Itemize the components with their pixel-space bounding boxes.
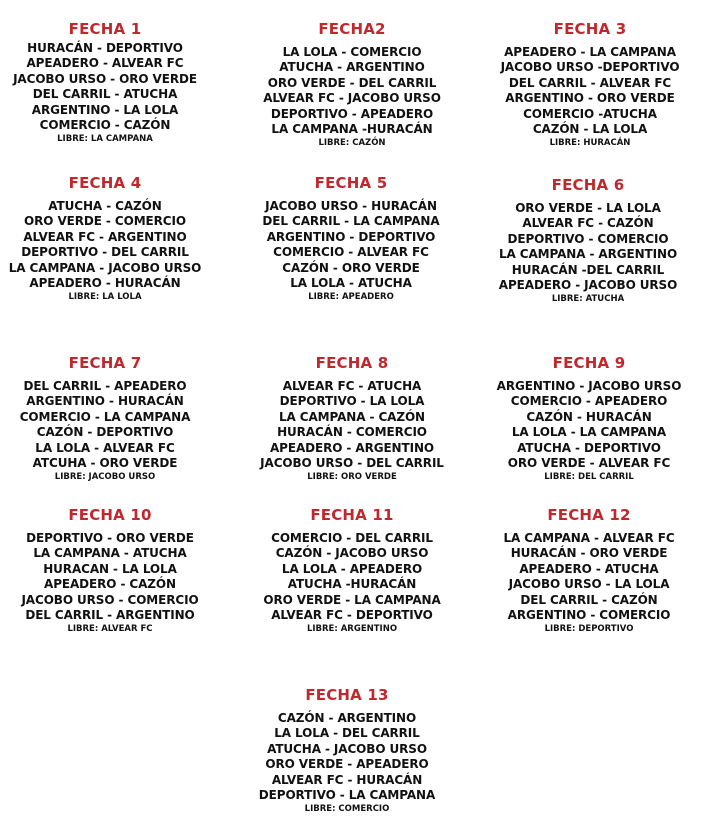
match-row: CAZÓN - JACOBO URSO bbox=[275, 546, 429, 561]
fecha-title: FECHA 7 bbox=[68, 354, 142, 372]
match-row: ORO VERDE - LA CAMPANA bbox=[263, 592, 441, 607]
libre-label: LIBRE: ORO VERDE bbox=[307, 472, 397, 483]
match-row: HURACÁN - ORO VERDE bbox=[510, 546, 668, 561]
match-row: CAZÓN - ARGENTINO bbox=[277, 711, 417, 725]
libre-label: LIBRE: COMERCIO bbox=[304, 804, 390, 815]
match-row: ARGENTINO - COMERCIO bbox=[507, 608, 671, 623]
libre-label: LIBRE: DEL CARRIL bbox=[544, 472, 634, 483]
fecha-title: FECHA 6 bbox=[551, 176, 625, 194]
match-row: DEPORTIVO - ORO VERDE bbox=[26, 531, 194, 545]
match-row: ORO VERDE - APEADERO bbox=[265, 757, 429, 772]
match-row: ALVEAR FC - ARGENTINO bbox=[23, 229, 187, 244]
match-row: JACOBO URSO - DEL CARRIL bbox=[260, 456, 444, 471]
match-row: ATCUHA - ORO VERDE bbox=[32, 456, 178, 471]
match-row: DEL CARRIL - LA CAMPANA bbox=[262, 214, 440, 229]
match-row: ARGENTINO - ORO VERDE bbox=[505, 91, 675, 106]
fecha-block-6 bbox=[473, 176, 703, 305]
match-row: DEL CARRIL - APEADERO bbox=[23, 379, 187, 393]
match-row: ALVEAR FC - ATUCHA bbox=[282, 379, 422, 393]
match-row: JACOBO URSO - ORO VERDE bbox=[13, 71, 197, 86]
match-row: ALVEAR FC - CAZÓN bbox=[522, 216, 654, 231]
fecha-block-11 bbox=[237, 506, 467, 635]
match-row: ARGENTINO - LA LOLA bbox=[31, 102, 179, 117]
fecha-block-5 bbox=[236, 174, 466, 303]
match-row: CAZÓN - LA LOLA bbox=[532, 122, 648, 137]
match-row: COMERCIO -ATUCHA bbox=[523, 106, 657, 121]
match-row: DEPORTIVO - DEL CARRIL bbox=[21, 245, 189, 260]
match-row: ARGENTINO - DEPORTIVO bbox=[266, 229, 436, 244]
libre-label: LIBRE: ATUCHA bbox=[551, 294, 625, 305]
match-row: ATUCHA -HURACÁN bbox=[287, 577, 417, 592]
libre-label: LIBRE: ARGENTINO bbox=[306, 624, 398, 635]
match-row: CAZÓN - DEPORTIVO bbox=[36, 425, 174, 440]
match-row: ARGENTINO - HURACÁN bbox=[26, 394, 184, 409]
libre-label: LIBRE: APEADERO bbox=[308, 292, 394, 303]
match-row: JACOBO URSO - COMERCIO bbox=[21, 592, 199, 607]
libre-label: LIBRE: LA CAMPANA bbox=[57, 134, 153, 145]
fecha-title: FECHA2 bbox=[318, 20, 386, 38]
match-row: LA CAMPANA - ATUCHA bbox=[33, 546, 187, 561]
fecha-block-2 bbox=[237, 20, 467, 149]
match-row: APEADERO - JACOBO URSO bbox=[498, 278, 678, 293]
match-row: COMERCIO - LA CAMPANA bbox=[19, 409, 191, 424]
fecha-block-9 bbox=[474, 354, 704, 483]
match-row: HURACÁN -DEL CARRIL bbox=[511, 262, 665, 277]
match-row: ATUCHA - CAZÓN bbox=[48, 199, 162, 213]
fecha-title: FECHA 12 bbox=[547, 506, 631, 524]
match-row: ORO VERDE - ALVEAR FC bbox=[507, 456, 671, 471]
match-row: ALVEAR FC - HURACÁN bbox=[271, 772, 423, 787]
fecha-block-10 bbox=[0, 506, 225, 635]
libre-label: LIBRE: DEPORTIVO bbox=[544, 624, 634, 635]
match-row: APEADERO - HURACÁN bbox=[29, 276, 181, 291]
match-row: LA LOLA - DEL CARRIL bbox=[274, 726, 420, 741]
match-row: LA LOLA - ALVEAR FC bbox=[35, 440, 175, 455]
match-row: ORO VERDE - COMERCIO bbox=[24, 214, 186, 229]
match-row: LA CAMPANA - ARGENTINO bbox=[498, 247, 678, 262]
match-row: LA LOLA - APEADERO bbox=[281, 561, 423, 576]
fecha-title: FECHA 13 bbox=[305, 686, 389, 704]
fecha-block-7 bbox=[0, 354, 220, 483]
fecha-title: FECHA 10 bbox=[68, 506, 152, 524]
match-row: HURACÁN - DEPORTIVO bbox=[27, 41, 183, 55]
match-row: DEPORTIVO - LA CAMPANA bbox=[258, 788, 436, 803]
match-row: APEADERO - ARGENTINO bbox=[269, 440, 434, 455]
fecha-block-8 bbox=[237, 354, 467, 483]
fecha-block-13 bbox=[232, 686, 462, 815]
match-row: ATUCHA - ARGENTINO bbox=[279, 60, 425, 75]
match-row: LA CAMPANA - CAZÓN bbox=[278, 409, 426, 424]
match-row: COMERCIO - APEADERO bbox=[510, 394, 668, 409]
fecha-title: FECHA 4 bbox=[68, 174, 142, 192]
fecha-title: FECHA 9 bbox=[552, 354, 626, 372]
match-row: ATUCHA - DEPORTIVO bbox=[517, 440, 661, 455]
match-row: DEPORTIVO - APEADERO bbox=[270, 106, 434, 121]
match-row: LA CAMPANA - ALVEAR FC bbox=[503, 531, 675, 545]
match-row: ALVEAR FC - JACOBO URSO bbox=[263, 91, 441, 106]
fecha-block-1 bbox=[0, 20, 220, 145]
match-row: JACOBO URSO -DEPORTIVO bbox=[500, 60, 680, 75]
fecha-block-3 bbox=[475, 20, 705, 149]
match-row: DEPORTIVO - LA LOLA bbox=[279, 394, 425, 409]
fecha-block-12 bbox=[474, 506, 704, 635]
match-row: DEL CARRIL - ARGENTINO bbox=[25, 608, 195, 623]
match-row: ALVEAR FC - DEPORTIVO bbox=[271, 608, 433, 623]
fecha-block-4 bbox=[0, 174, 220, 303]
libre-label: LIBRE: CAZÓN bbox=[318, 138, 386, 149]
match-row: LA CAMPANA -HURACÁN bbox=[271, 122, 433, 137]
match-row: APEADERO - CAZÓN bbox=[44, 577, 176, 592]
match-row: HURACÁN - COMERCIO bbox=[277, 425, 427, 440]
match-row: APEADERO - LA CAMPANA bbox=[504, 45, 676, 59]
match-row: LA LOLA - LA CAMPANA bbox=[511, 425, 667, 440]
match-row: HURACAN - LA LOLA bbox=[43, 561, 177, 576]
match-row: ORO VERDE - DEL CARRIL bbox=[267, 75, 437, 90]
match-row: DEL CARRIL - ALVEAR FC bbox=[508, 75, 672, 90]
match-row: CAZÓN - ORO VERDE bbox=[282, 260, 420, 275]
match-row: DEL CARRIL - CAZÓN bbox=[520, 592, 658, 607]
match-row: COMERCIO - ALVEAR FC bbox=[273, 245, 429, 260]
match-row: COMERCIO - CAZÓN bbox=[39, 118, 171, 133]
match-row: CAZÓN - HURACÁN bbox=[526, 409, 652, 424]
fecha-title: FECHA 1 bbox=[68, 20, 142, 38]
libre-label: LIBRE: JACOBO URSO bbox=[54, 472, 156, 483]
match-row: DEPORTIVO - COMERCIO bbox=[507, 231, 669, 246]
match-row: DEL CARRIL - ATUCHA bbox=[32, 87, 178, 102]
match-row: LA LOLA - COMERCIO bbox=[282, 45, 422, 59]
fecha-title: FECHA 11 bbox=[310, 506, 394, 524]
match-row: APEADERO - ATUCHA bbox=[519, 561, 659, 576]
match-row: ATUCHA - JACOBO URSO bbox=[267, 741, 427, 756]
match-row: JACOBO URSO - HURACÁN bbox=[265, 199, 437, 213]
match-row: JACOBO URSO - LA LOLA bbox=[508, 577, 670, 592]
match-row: LA LOLA - ATUCHA bbox=[290, 276, 412, 291]
libre-label: LIBRE: LA LOLA bbox=[68, 292, 142, 303]
libre-label: LIBRE: HURACÁN bbox=[549, 138, 631, 149]
match-row: COMERCIO - DEL CARRIL bbox=[271, 531, 433, 545]
libre-label: LIBRE: ALVEAR FC bbox=[67, 624, 153, 635]
fecha-title: FECHA 5 bbox=[314, 174, 388, 192]
match-row: LA CAMPANA - JACOBO URSO bbox=[8, 260, 202, 275]
match-row: ORO VERDE - LA LOLA bbox=[515, 201, 661, 215]
fecha-title: FECHA 3 bbox=[553, 20, 627, 38]
fecha-title: FECHA 8 bbox=[315, 354, 389, 372]
match-row: APEADERO - ALVEAR FC bbox=[26, 56, 184, 71]
match-row: ARGENTINO - JACOBO URSO bbox=[496, 379, 682, 393]
